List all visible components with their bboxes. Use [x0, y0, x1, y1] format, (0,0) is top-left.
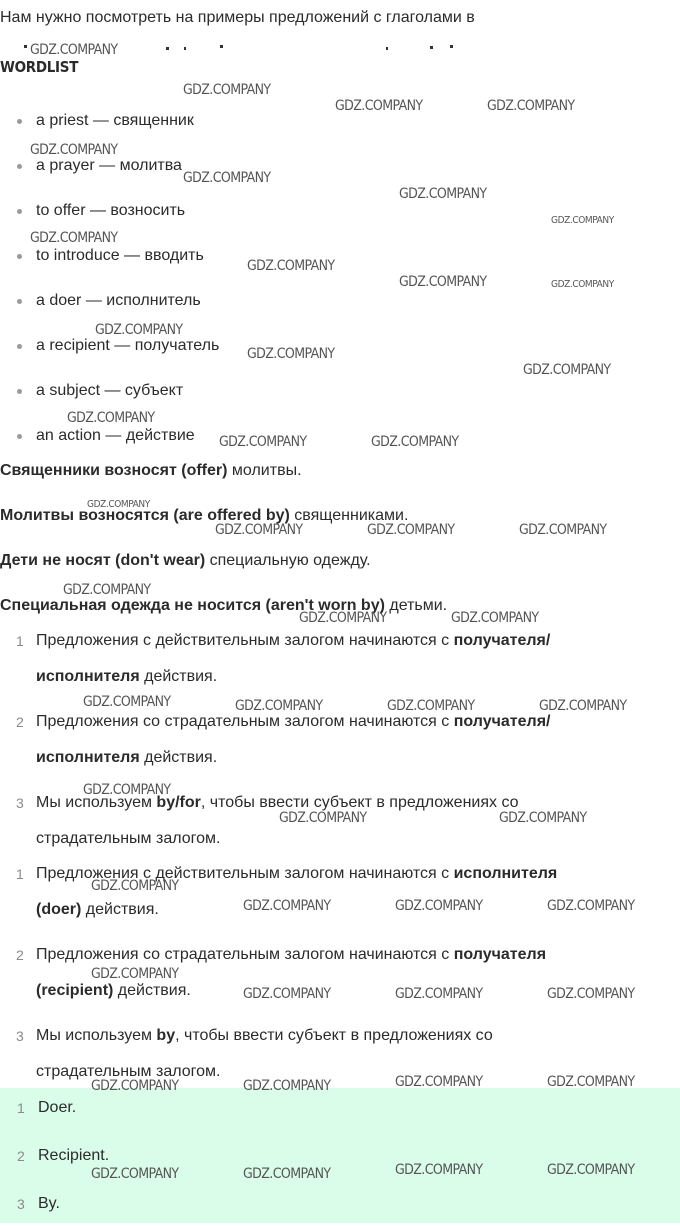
watermark: GDZ.COMPANY: [551, 279, 614, 290]
example-sentence: [0, 460, 447, 505]
word-entry: a doer — исполнитель: [36, 292, 201, 309]
watermark: GDZ.COMPANY: [243, 898, 331, 914]
watermark: GDZ.COMPANY: [67, 410, 155, 426]
watermark: GDZ.COMPANY: [551, 215, 614, 226]
watermark: GDZ.COMPANY: [183, 82, 271, 98]
item-text: Предложения с действительным залогом начинаются с: [36, 632, 454, 649]
list-item: [0, 245, 219, 290]
item-text: Мы используем: [36, 794, 157, 811]
item-number: 2: [16, 947, 24, 963]
item-bold: by/for: [156, 794, 201, 811]
watermark: GDZ.COMPANY: [399, 274, 487, 290]
item-bold: получателя/: [453, 632, 551, 649]
answer-item: [0, 1184, 680, 1232]
sentence-text: священниками.: [289, 507, 409, 524]
bullet-icon: [17, 299, 22, 304]
watermark: GDZ.COMPANY: [183, 170, 271, 186]
item-text: , чтобы ввести субъект в предложениях со: [175, 1027, 493, 1044]
watermark: GDZ.COMPANY: [30, 230, 118, 246]
bullet-icon: [17, 344, 22, 349]
watermark: GDZ.COMPANY: [243, 1166, 331, 1182]
item-text: действия.: [139, 749, 218, 766]
watermark: GDZ.COMPANY: [83, 782, 171, 798]
bullet-icon: [17, 254, 22, 259]
watermark: GDZ.COMPANY: [299, 610, 387, 626]
watermark: GDZ.COMPANY: [83, 694, 171, 710]
watermark: GDZ.COMPANY: [547, 1074, 635, 1090]
completed-item: [0, 937, 680, 1018]
answer-text: Doer.: [38, 1099, 77, 1116]
sentence-bold: Молитвы возносятся (are offered by): [0, 507, 290, 524]
item-bold: by: [156, 1027, 176, 1044]
word-entry: to offer — возносить: [36, 202, 186, 219]
word-entry: to introduce — вводить: [36, 247, 204, 264]
item-number: 3: [17, 1196, 25, 1212]
list-item: [0, 335, 219, 380]
intro-text: Нам нужно посмотреть на примеры предложений с глаголами в: [0, 9, 475, 26]
item-number: 3: [16, 795, 24, 811]
watermark: GDZ.COMPANY: [243, 986, 331, 1002]
bullet-icon: [17, 209, 22, 214]
watermark: GDZ.COMPANY: [371, 434, 459, 450]
item-bold: получателя/: [453, 713, 551, 730]
list-item: [0, 290, 219, 335]
answer-item: [0, 1088, 680, 1136]
sentence-bold: Священники возносят (offer): [0, 462, 228, 479]
item-text: страдательным залогом.: [36, 1063, 221, 1080]
watermark: GDZ.COMPANY: [91, 1166, 179, 1182]
watermark: GDZ.COMPANY: [30, 142, 118, 158]
question-item: [0, 785, 680, 857]
question-item: [0, 704, 680, 785]
watermark: GDZ.COMPANY: [395, 1162, 483, 1178]
sentence-bold: Специальная одежда не носится (aren't worn by): [0, 597, 385, 614]
word-entry: a priest — священник: [36, 112, 194, 129]
item-bold: исполнителя: [36, 668, 140, 685]
item-bold: (recipient): [36, 982, 114, 999]
watermark: GDZ.COMPANY: [30, 42, 118, 58]
watermark: GDZ.COMPANY: [519, 522, 607, 538]
watermark: GDZ.COMPANY: [87, 499, 150, 510]
answer-item: [0, 1136, 680, 1184]
watermark: GDZ.COMPANY: [547, 898, 635, 914]
sentence-bold: Дети не носят (don't wear): [0, 552, 206, 569]
question-item: [0, 623, 680, 704]
watermark: GDZ.COMPANY: [95, 322, 183, 338]
example-sentences: [0, 460, 447, 640]
watermark: GDZ.COMPANY: [539, 698, 627, 714]
item-text: действия.: [81, 901, 159, 918]
item-number: 2: [16, 714, 24, 730]
bullet-icon: [17, 389, 22, 394]
list-item: [0, 380, 219, 425]
watermark: GDZ.COMPANY: [63, 582, 151, 598]
item-number: 1: [16, 633, 24, 649]
watermark: GDZ.COMPANY: [451, 610, 539, 626]
item-text: Мы используем: [36, 1027, 157, 1044]
word-entry: a subject — субъект: [36, 382, 184, 399]
bullet-icon: [17, 119, 22, 124]
watermark: GDZ.COMPANY: [335, 98, 423, 114]
watermark: GDZ.COMPANY: [219, 434, 307, 450]
item-number: 1: [17, 1100, 25, 1116]
item-bold: исполнителя: [36, 749, 140, 766]
answer-text: By.: [38, 1195, 60, 1212]
word-entry: a prayer — молитва: [36, 157, 182, 174]
item-text: , чтобы ввести субъект в предложениях со: [200, 794, 519, 811]
wordlist: [0, 110, 219, 470]
watermark: GDZ.COMPANY: [487, 98, 575, 114]
list-item: [0, 110, 219, 155]
item-bold: получателя: [453, 946, 547, 963]
watermark: GDZ.COMPANY: [243, 1078, 331, 1094]
wordlist-title: WORDLIST: [0, 58, 79, 76]
watermark: GDZ.COMPANY: [247, 346, 335, 362]
watermark: GDZ.COMPANY: [395, 986, 483, 1002]
bullet-icon: [17, 164, 22, 169]
list-item: [0, 155, 219, 200]
bullet-icon: [17, 434, 22, 439]
item-number: 1: [16, 866, 24, 882]
watermark: GDZ.COMPANY: [91, 1078, 179, 1094]
watermark: GDZ.COMPANY: [247, 258, 335, 274]
cut-off-line: [18, 38, 458, 50]
watermark: GDZ.COMPANY: [523, 362, 611, 378]
watermark: GDZ.COMPANY: [547, 986, 635, 1002]
sentence-text: специальную одежду.: [205, 552, 371, 569]
sentence-text: молитвы.: [227, 462, 302, 479]
cut-off-glyphs: [18, 39, 458, 50]
item-bold: (doer): [36, 901, 82, 918]
example-sentence: [0, 550, 447, 595]
item-number: 2: [17, 1148, 25, 1164]
item-text: действия.: [113, 982, 191, 999]
sentence-text: детьми.: [384, 597, 448, 614]
example-sentence: [0, 505, 447, 550]
watermark: GDZ.COMPANY: [387, 698, 475, 714]
watermark: GDZ.COMPANY: [499, 810, 587, 826]
watermark: GDZ.COMPANY: [399, 186, 487, 202]
item-text: Предложения со страдательным залогом начинаются с: [36, 946, 454, 963]
completed-list: [0, 856, 680, 1090]
item-text: Предложения со страдательным залогом начинаются с: [36, 713, 454, 730]
item-text: Предложения с действительным залогом начинаются с: [36, 865, 454, 882]
word-entry: an action — действие: [36, 427, 195, 444]
word-entry: a recipient — получатель: [36, 337, 220, 354]
watermark: GDZ.COMPANY: [91, 966, 179, 982]
item-text: страдательным залогом.: [36, 830, 221, 847]
item-text: действия.: [139, 668, 218, 685]
list-item: [0, 200, 219, 245]
answer-text: Recipient.: [38, 1147, 110, 1164]
completed-item: [0, 856, 680, 937]
item-bold: исполнителя: [453, 865, 558, 882]
watermark: GDZ.COMPANY: [279, 810, 367, 826]
item-number: 3: [16, 1028, 24, 1044]
question-list: [0, 623, 680, 857]
watermark: GDZ.COMPANY: [215, 522, 303, 538]
watermark: GDZ.COMPANY: [367, 522, 455, 538]
watermark: GDZ.COMPANY: [235, 698, 323, 714]
watermark: GDZ.COMPANY: [547, 1162, 635, 1178]
watermark: GDZ.COMPANY: [395, 898, 483, 914]
answer-box: [0, 1088, 680, 1223]
watermark: GDZ.COMPANY: [91, 878, 179, 894]
completed-item: [0, 1018, 680, 1090]
watermark: GDZ.COMPANY: [395, 1074, 483, 1090]
